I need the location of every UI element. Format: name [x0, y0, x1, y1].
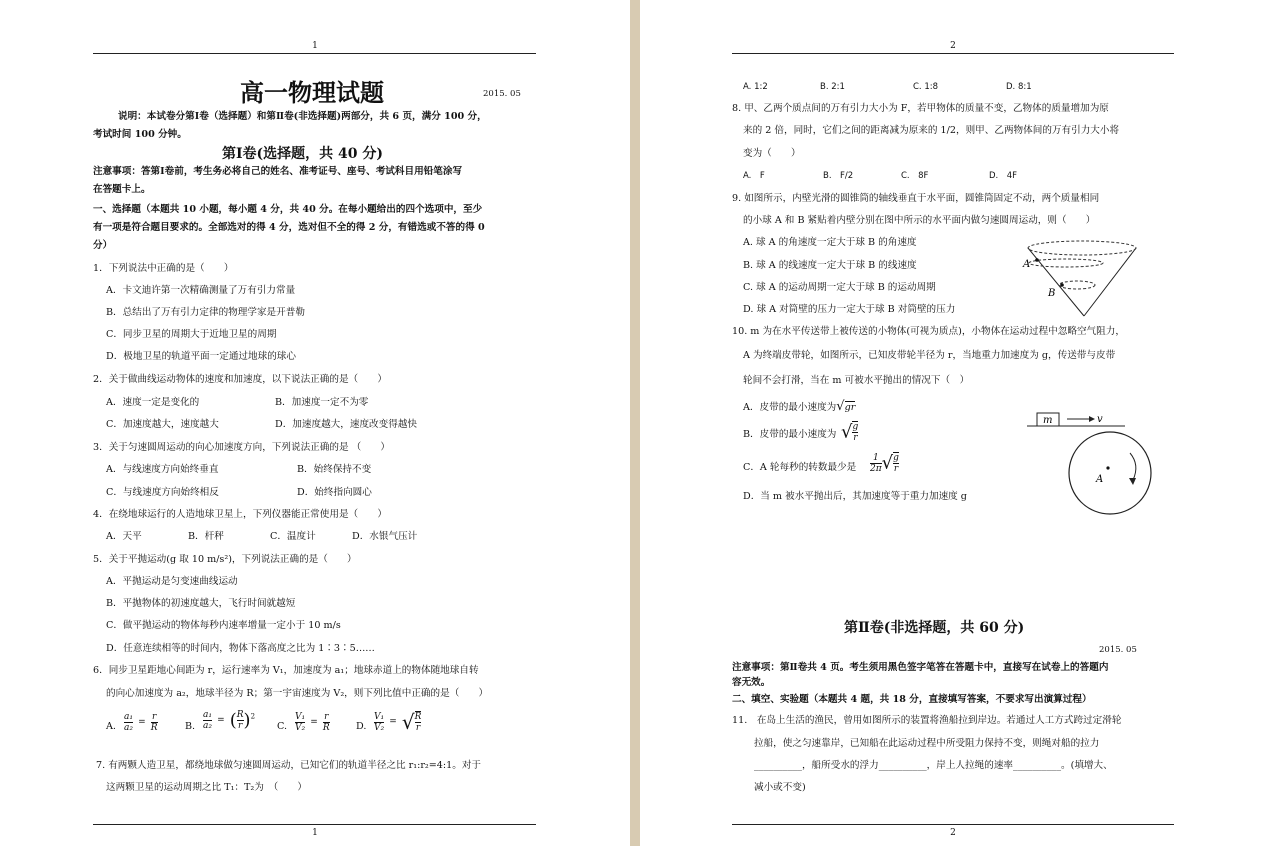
question-10-line-3: 轮间不会打滑，当在 m 可被水平抛出的情况下（ ）	[743, 375, 970, 386]
q10-option-b	[743, 428, 836, 441]
section-2-date: 2015. 05	[1099, 645, 1137, 655]
q4-option-d: D．水银气压计	[352, 531, 418, 542]
ball-a-label: A	[1023, 259, 1031, 270]
part1-line-3: 分）	[93, 240, 113, 251]
q7-option-b: B. 2:1	[820, 82, 845, 92]
pulley-wheel	[1069, 432, 1151, 514]
question-5: 5．关于平抛运动(g 取 10 m/s²)，下列说法正确的是（ ）	[93, 554, 357, 565]
question-11-line-1: 11. 在岛上生活的渔民，曾用如图所示的装置将渔船拉到岸边。若通过人工方式跨过定滑轮	[732, 715, 1122, 726]
question-8-line-3: 变为（ ）	[743, 148, 801, 159]
question-11-line-3: __________，船所受水的浮力__________，岸上人拉绳的速率__________。(填增大、	[754, 760, 1113, 771]
part1-line-1: 一、选择题（本题共 10 小题，每小题 4 分，共 40 分。在每小题给出的四个选项中，至少	[93, 204, 483, 215]
pulley-label: A	[1096, 474, 1104, 485]
q10-option-b-formula: √ $\frac{g}{r}$	[841, 421, 859, 443]
q7-option-d: D. 8:1	[1006, 82, 1032, 92]
q5-option-c: C．做平抛运动的物体每秒内速率增量一定小于 10 m/s	[106, 620, 341, 631]
question-8-line-2: 来的 2 倍，同时，它们之间的距离减为原来的 1/2，则甲、乙两物体间的万有引力大小将	[743, 125, 1120, 136]
pulley-center	[1106, 466, 1109, 469]
arrow-v-icon	[1089, 416, 1095, 422]
header-rule	[93, 53, 536, 54]
q1-option-a: A．卡文迪许第一次精确测量了万有引力常量	[106, 285, 296, 296]
q10-option-c-text: C．A 轮每秒的转数最少是	[743, 462, 857, 473]
q4-option-b: B．杆秤	[188, 531, 224, 542]
q6-option-b-formula: $\frac{\text{a₁}}{\text{a₂}}$ = ( $\frac{R}{r}$ )$^2$	[203, 710, 256, 731]
q10-option-c	[743, 461, 856, 474]
q8-option-a: A. F	[743, 171, 765, 181]
q5-option-d: D．任意连续相等的时间内，物体下落高度之比为 1∶3∶5……	[106, 643, 375, 654]
q1-option-d: D．极地卫星的轨道平面一定通过地球的球心	[106, 351, 296, 362]
q3-option-c: C．与线速度方向始终相反	[106, 487, 219, 498]
q1-option-b: B．总结出了万有引力定律的物理学家是开普勒	[106, 307, 305, 318]
q6-option-b-label: B.	[185, 721, 196, 732]
question-2: 2．关于做曲线运动物体的速度和加速度，以下说法正确的是（ ）	[93, 374, 387, 385]
ball-b	[1060, 283, 1064, 287]
q6-option-d-formula: $\frac{\text{V₁}}{\text{V₂}}$ = √ $\frac{R}{r}$	[374, 710, 422, 734]
q1-option-c: C．同步卫星的周期大于近地卫星的周期	[106, 329, 277, 340]
page-number-top: 1	[312, 41, 318, 51]
question-9-line-2: 的小球 A 和 B 紧贴着内壁分别在图中所示的水平面内做匀速圆周运动，则（ ）	[743, 215, 1096, 226]
velocity-label: v	[1097, 414, 1103, 425]
footer-rule	[732, 824, 1174, 825]
q2-option-c: C．加速度越大，速度越大	[106, 419, 219, 430]
page-number-top: 2	[950, 41, 956, 51]
q10-option-a-text: A．皮带的最小速度为	[743, 402, 837, 413]
q7-option-c: C. 1:8	[913, 82, 939, 92]
header-rule	[732, 53, 1174, 54]
q9-option-d: D. 球 A 对筒壁的压力一定大于球 B 对筒壁的压力	[743, 304, 956, 315]
ball-b-label: B	[1048, 288, 1056, 299]
q9-option-a: A. 球 A 的角速度一定大于球 B 的角速度	[743, 237, 917, 248]
exam-date: 2015. 05	[483, 89, 521, 99]
q10-option-a-expr: gr	[844, 402, 856, 413]
pulley-figure	[1025, 408, 1165, 518]
q6-option-c-formula: $\frac{\text{V₁}}{\text{V₂}}$ = $\frac{r}{R}$	[295, 712, 330, 733]
question-10-line-1: 10. m 为在水平传送带上被传送的小物体(可视为质点)，小物体在运动过程中忽略空气阻力，	[732, 326, 1125, 337]
question-6-line-1: 6．同步卫星距地心间距为 r，运行速率为 V₁，加速度为 a₁；地球赤道上的物体随地球自转	[93, 665, 479, 676]
q10-option-c-formula: $\frac{1}{2\pi}$ √ $\frac{g}{r}$	[870, 452, 899, 474]
question-10-line-2: A 为终端皮带轮，如图所示，已知皮带轮半径为 r，当地重力加速度为 g，传送带与皮带	[743, 350, 1116, 361]
q9-option-b: B. 球 A 的线速度一定大于球 B 的线速度	[743, 260, 917, 271]
question-11-line-4: 减小或不变)	[754, 782, 806, 793]
section-1-title: 第Ⅰ卷(选择题，共 40 分)	[222, 146, 384, 162]
q6-option-a-formula: $\frac{\text{a₁}}{\text{a₂}}$ = $\frac{r}{R}$	[124, 712, 158, 733]
question-4: 4．在绕地球运行的人造地球卫星上，下列仪器能正常使用是（ ）	[93, 509, 387, 520]
notice-line-1: 注意事项：第Ⅱ卷共 4 页。考生须用黑色签字笔答在答题卡中，直接写在试卷上的答题内	[732, 662, 1109, 673]
page-1	[0, 0, 630, 846]
page-number-bottom: 1	[312, 828, 318, 838]
q5-option-a: A．平抛运动是匀变速曲线运动	[106, 576, 238, 587]
q5-option-b: B．平抛物体的初速度越大，飞行时间就越短	[106, 598, 296, 609]
page-number-bottom: 2	[950, 828, 956, 838]
q2-option-d: D．加速度越大，速度改变得越快	[275, 419, 418, 430]
part1-line-2: 有一项是符合题目要求的。全部选对的得 4 分，选对但不全的得 2 分，有错选或不答的得 0	[93, 222, 485, 233]
q8-option-d: D. 4F	[989, 171, 1018, 181]
footer-rule	[93, 824, 536, 825]
q8-option-b: B. F/2	[823, 171, 854, 181]
part2-heading: 二、填空、实验题（本题共 4 题，共 18 分，直接填写答案，不要求写出演算过程）	[732, 694, 1092, 705]
question-1: 1．下列说法中正确的是（ ）	[93, 263, 234, 274]
intro-line-2: 考试时间 100 分钟。	[93, 129, 187, 140]
q8-option-c: C. 8F	[901, 171, 929, 181]
cone-figure	[1022, 238, 1142, 320]
section-2-title: 第Ⅱ卷(非选择题，共 60 分)	[844, 620, 1025, 636]
question-7-line-1: 7. 有两颗人造卫星，都绕地球做匀速圆周运动，已知它们的轨道半径之比 r₁:r₂=4:1。对于	[96, 760, 482, 771]
block-m-label: m	[1043, 415, 1053, 426]
intro-line-1: 说明：本试卷分第Ⅰ卷（选择题）和第Ⅱ卷(非选择题)两部分，共 6 页，满分 100 分，	[118, 111, 487, 122]
q2-option-a: A．速度一定是变化的	[106, 397, 200, 408]
q10-option-d: D．当 m 被水平抛出后，其加速度等于重力加速度 g	[743, 491, 967, 502]
q2-option-b: B．加速度一定不为零	[275, 397, 369, 408]
question-11-line-2: 拉船，使之匀速靠岸，已知船在此运动过程中所受阻力保持不变，则绳对船的拉力	[754, 738, 1100, 749]
question-8-line-1: 8. 甲、乙两个质点间的万有引力大小为 F，若甲物体的质量不变，乙物体的质量增加为原	[732, 103, 1109, 114]
q10-option-b-text: B．皮带的最小速度为	[743, 429, 837, 440]
q3-option-d: D．始终指向圆心	[297, 487, 372, 498]
q3-option-b: B．始终保持不变	[297, 464, 372, 475]
q10-option-a: A．皮带的最小速度为√gr	[743, 399, 856, 414]
q4-option-a: A．天平	[106, 531, 142, 542]
rotation-arrow-icon	[1129, 478, 1136, 485]
page-gutter	[630, 0, 640, 846]
q6-option-d-label: D.	[356, 721, 367, 732]
notice-line-2: 容无效。	[732, 677, 771, 688]
q3-option-a: A．与线速度方向始终垂直	[106, 464, 219, 475]
q7-option-a: A. 1:2	[743, 82, 768, 92]
notice-line-1: 注意事项：答第Ⅰ卷前，考生务必将自己的姓名、准考证号、座号、考试科目用铅笔涂写	[93, 166, 463, 177]
q4-option-c: C．温度计	[270, 531, 316, 542]
q9-option-c: C. 球 A 的运动周期一定大于球 B 的运动周期	[743, 282, 936, 293]
ball-a	[1035, 258, 1039, 262]
exam-title: 高一物理试题	[240, 79, 384, 107]
question-6-line-2: 的向心加速度为 a₂，地球半径为 R；第一宇宙速度为 V₂，则下列比值中正确的是（ ）	[106, 688, 489, 699]
question-9-line-1: 9. 如图所示，内壁光滑的圆锥筒的轴线垂直于水平面，圆锥筒固定不动，两个质量相同	[732, 193, 1100, 204]
page-2	[640, 0, 1265, 846]
notice-line-2: 在答题卡上。	[93, 184, 151, 195]
q6-option-c-label: C.	[277, 721, 288, 732]
question-7-line-2: 这两颗卫星的运动周期之比 T₁：T₂为 （ ）	[106, 782, 308, 793]
q6-option-a-label: A.	[106, 721, 116, 732]
question-3: 3．关于匀速圆周运动的向心加速度方向，下列说法正确的是 （ ）	[93, 442, 390, 453]
